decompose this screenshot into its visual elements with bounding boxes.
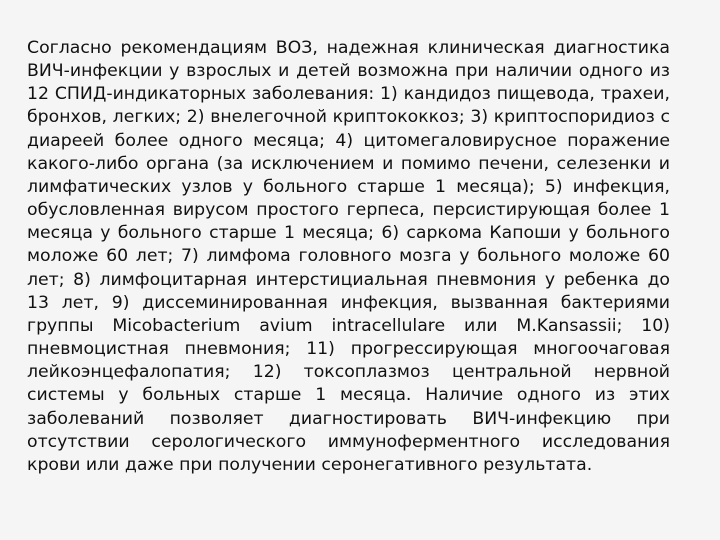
body-paragraph: Согласно рекомендациям ВОЗ, надежная клиническая диагностика ВИЧ-инфекции у взрослых и детей возможна при наличии одного из 12 СПИД-индикаторных заболевания: 1) кандидоз пищевода, трахеи, бронхов, легких; 2) внелегочной криптококкоз; 3) криптоспоридиоз с диареей более одного месяца; 4) цитомегаловирусное поражение какого-либо органа (за исключением и помимо печени, селезенки и лимфатических узлов у больного старше 1 месяца); 5) инфекция, обусловленная вирусом простого герпеса, персистирующая более 1 месяца у больного старше 1 месяца; 6) саркома Капоши у больного моложе 60 лет; 7) лимфома головного мозга у больного моложе 60 лет; 8) лимфоцитарная интерстициальная пневмония у ребенка до 13 лет, 9) диссеминированная инфекция, вызванная бактериями группы Micobacterium avium intracellulare или M.Kansassii; 10) пневмоцистная пневмония; 11) прогрессирующая многоочаговая лейкоэнцефалопатия; 12) токсоплазмоз центральной нервной системы у больных старше 1 месяца. Наличие одного из этих заболеваний позволяет диагностировать ВИЧ-инфекцию при отсутствии серологического иммуноферментного исследования крови или даже при получении серонегативного результата. xyxy=(27,38,670,475)
